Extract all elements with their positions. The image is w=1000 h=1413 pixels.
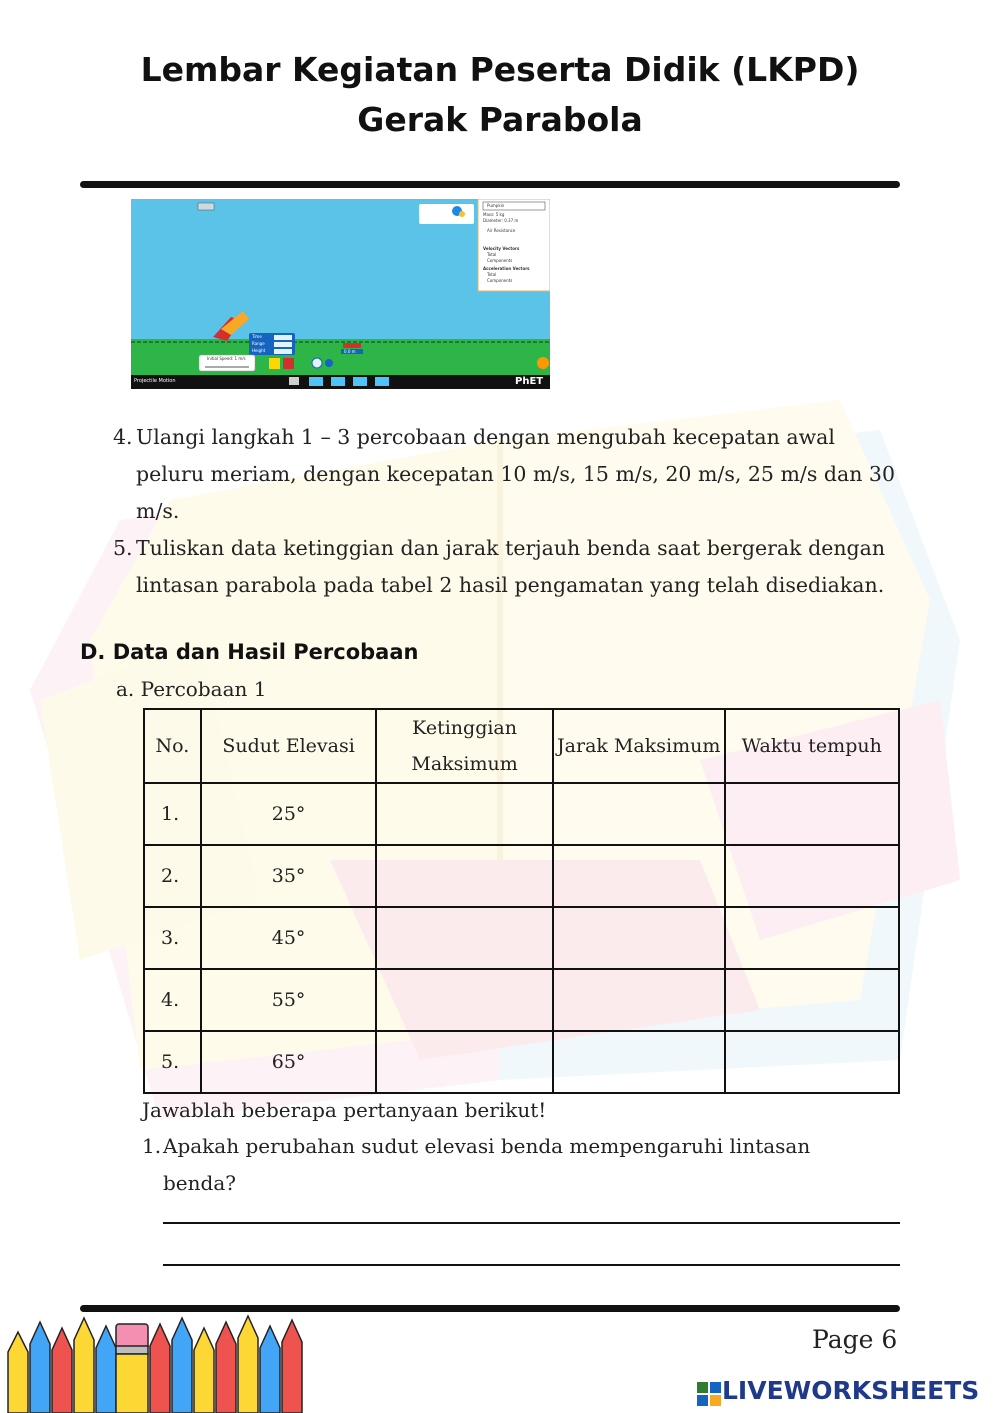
answer-line[interactable] xyxy=(163,1264,900,1266)
max-height-cell[interactable] xyxy=(376,1031,553,1093)
sim-panel-title: Pumpkin xyxy=(487,203,505,208)
travel-time-cell[interactable] xyxy=(725,783,899,845)
travel-time-cell[interactable] xyxy=(725,907,899,969)
step-number: 4. xyxy=(113,425,133,449)
table-header-row xyxy=(144,709,899,783)
row-number: 4. xyxy=(144,969,201,1031)
document-subtitle: Gerak Parabola xyxy=(357,100,643,139)
answer-line[interactable] xyxy=(163,1222,900,1224)
header-max-range: Jarak Maksimum xyxy=(553,709,725,783)
sim-panel-mass: Mass: 5 kg xyxy=(483,212,505,217)
sim-panel-acceleration-vectors: Acceleration Vectors xyxy=(483,266,530,271)
max-range-cell[interactable] xyxy=(553,845,725,907)
table-row xyxy=(144,969,899,1031)
max-height-cell[interactable] xyxy=(376,783,553,845)
question-text: Apakah perubahan sudut elevasi benda mempengaruhi lintasan benda? xyxy=(163,1134,811,1195)
instruction-step-5 xyxy=(113,530,903,604)
elevation-angle: 45° xyxy=(201,907,376,969)
sim-footer-label: Projectile Motion xyxy=(134,378,176,384)
phet-logo: PhET xyxy=(515,376,544,387)
sim-stat-height: Height xyxy=(252,348,266,353)
header-max-height: Ketinggian Maksimum xyxy=(376,709,553,783)
elevation-angle: 55° xyxy=(201,969,376,1031)
header-divider xyxy=(80,181,900,188)
table-row xyxy=(144,1031,899,1093)
liveworksheets-brand: LIVEWORKSHEETS xyxy=(722,1376,980,1405)
sim-panel-velocity-components: Components xyxy=(487,258,513,263)
experiment-subheading: a. Percobaan 1 xyxy=(116,677,267,701)
max-range-cell[interactable] xyxy=(553,783,725,845)
sim-panel-velocity-vectors: Velocity Vectors xyxy=(483,246,520,251)
max-range-cell[interactable] xyxy=(553,969,725,1031)
sim-panel-acceleration-total: Total xyxy=(487,272,497,277)
row-number: 2. xyxy=(144,845,201,907)
row-number: 1. xyxy=(144,783,201,845)
sim-panel-diameter: Diameter: 0.37 m xyxy=(483,218,519,223)
row-number: 5. xyxy=(144,1031,201,1093)
header-elevation-angle: Sudut Elevasi xyxy=(201,709,376,783)
max-height-cell[interactable] xyxy=(376,969,553,1031)
elevation-angle: 35° xyxy=(201,845,376,907)
sim-panel-acceleration-components: Components xyxy=(487,278,513,283)
sim-stat-range: Range xyxy=(252,341,265,346)
max-height-cell[interactable] xyxy=(376,907,553,969)
liveworksheets-logo-icon xyxy=(697,1382,721,1406)
sim-initial-speed-label: Initial Speed: 1 m/s xyxy=(207,356,246,361)
sim-height-tag: 0.0 m xyxy=(344,349,356,354)
step-text: Ulangi langkah 1 – 3 percobaan dengan mengubah kecepatan awal peluru meriam, dengan kecepatan 10 m/s, 15 m/s, 20 m/s, 25 m/s dan 30 m/s. xyxy=(136,425,896,523)
sim-panel-air-resistance: Air Resistance xyxy=(487,228,516,233)
table-row xyxy=(144,907,899,969)
max-range-cell[interactable] xyxy=(553,907,725,969)
document-title: Lembar Kegiatan Peserta Didik (LKPD) xyxy=(140,50,860,89)
question-number: 1. xyxy=(142,1134,162,1158)
table-row xyxy=(144,845,899,907)
elevation-angle: 25° xyxy=(201,783,376,845)
travel-time-cell[interactable] xyxy=(725,1031,899,1093)
travel-time-cell[interactable] xyxy=(725,969,899,1031)
section-heading: D. Data dan Hasil Percobaan xyxy=(80,640,419,664)
question-1 xyxy=(142,1128,882,1202)
elevation-angle: 65° xyxy=(201,1031,376,1093)
page-number: Page 6 xyxy=(812,1325,898,1354)
travel-time-cell[interactable] xyxy=(725,845,899,907)
observation-table xyxy=(143,708,900,1094)
sim-panel-velocity-total: Total xyxy=(487,252,497,257)
step-text: Tuliskan data ketinggian dan jarak terjauh benda saat bergerak dengan lintasan parabola pada tabel 2 hasil pengamatan yang telah disediakan. xyxy=(136,536,886,597)
header-no: No. xyxy=(144,709,201,783)
max-range-cell[interactable] xyxy=(553,1031,725,1093)
row-number: 3. xyxy=(144,907,201,969)
table-row xyxy=(144,783,899,845)
header-travel-time: Waktu tempuh xyxy=(725,709,899,783)
phet-simulation-screenshot xyxy=(131,199,550,389)
max-height-cell[interactable] xyxy=(376,845,553,907)
pencils-illustration xyxy=(0,1310,320,1413)
sim-stat-time: Time xyxy=(252,334,262,339)
step-number: 5. xyxy=(113,536,133,560)
instruction-step-4 xyxy=(113,419,903,530)
questions-intro: Jawablah beberapa pertanyaan berikut! xyxy=(142,1098,547,1122)
